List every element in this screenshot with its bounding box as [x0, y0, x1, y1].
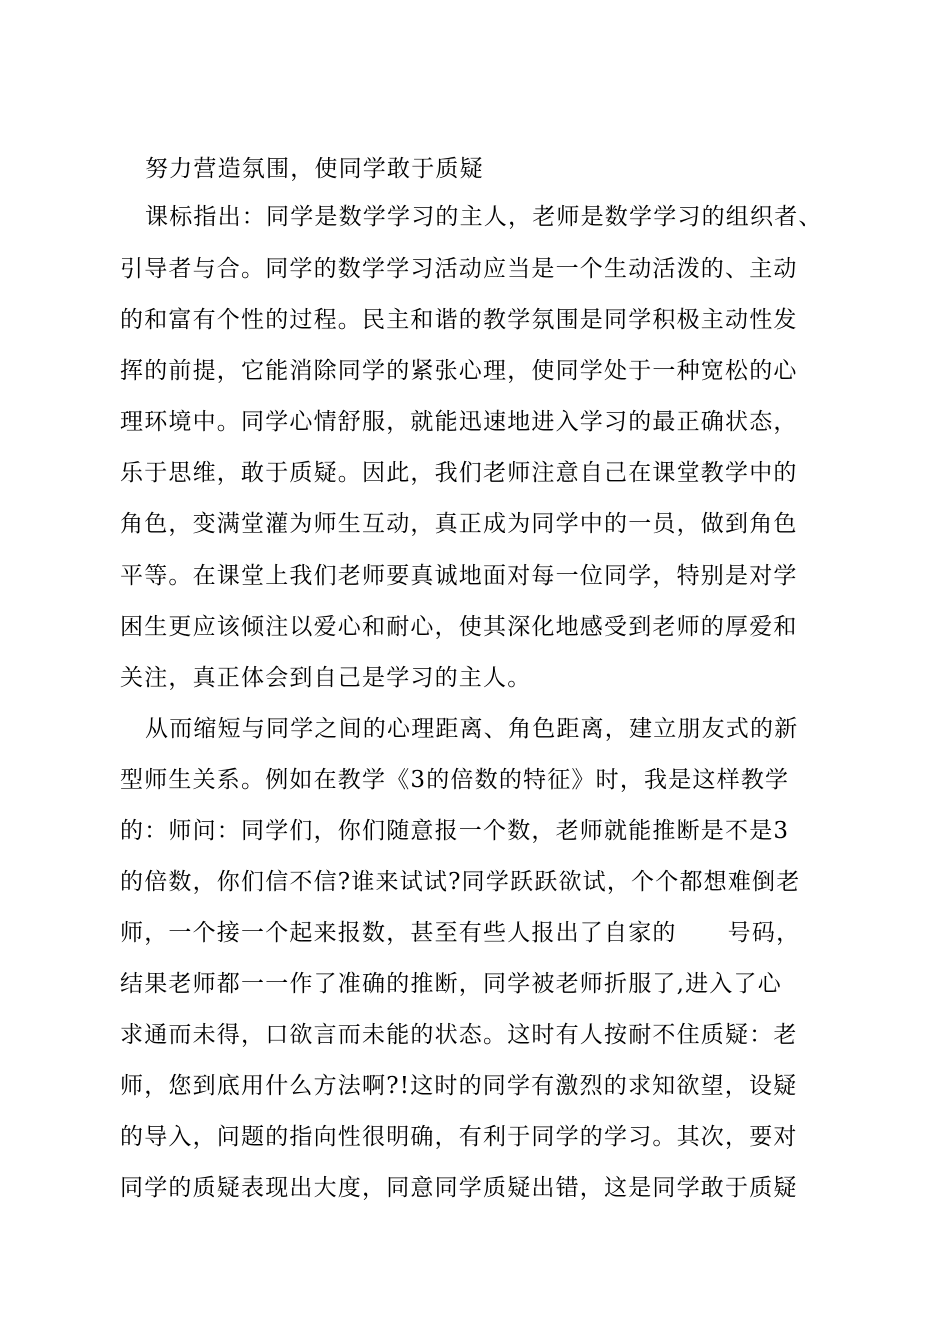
paragraph-line: 引导者与合。同学的数学学习活动应当是一个生动活泼的、主动	[120, 256, 798, 282]
paragraph-line: 型师生关系。例如在教学《3的倍数的特征》时，我是这样教学	[120, 767, 790, 793]
paragraph-line: 求通而未得，口欲言而未能的状态。这时有人按耐不住质疑：老	[120, 1022, 798, 1048]
paragraph-line: 乐于思维，敢于质疑。因此，我们老师注意自己在课堂教学中的	[120, 460, 798, 486]
paragraph-line: 结果老师都一一作了准确的推断，同学被老师折服了,进入了心	[120, 971, 782, 997]
paragraph-line: 的和富有个性的过程。民主和谐的教学氛围是同学积极主动性发	[120, 307, 798, 333]
paragraph-line: 平等。在课堂上我们老师要真诚地面对每一位同学，特别是对学	[120, 563, 798, 589]
paragraph-line: 的：师问：同学们，你们随意报一个数，老师就能推断是不是3	[120, 818, 790, 844]
paragraph-line: 理环境中。同学心情舒服，就能迅速地进入学习的最正确状态，	[120, 409, 798, 435]
paragraph-line: 角色，变满堂灌为师生互动，真正成为同学中的一员，做到角色	[120, 511, 798, 537]
paragraph-line: 从而缩短与同学之间的心理距离、角色距离，建立朋友式的新	[145, 716, 799, 742]
paragraph-line: 困生更应该倾注以爱心和耐心，使其深化地感受到老师的厚爱和	[120, 614, 798, 640]
paragraph-line: 的导入，问题的指向性很明确，有利于同学的学习。其次，要对	[120, 1124, 798, 1150]
paragraph-line: 同学的质疑表现出大度，同意同学质疑出错，这是同学敢于质疑	[120, 1175, 798, 1201]
section-heading: 努力营造氛围，使同学敢于质疑	[145, 156, 484, 182]
paragraph-line: 师，一个接一个起来报数，甚至有些人报出了自家的 号码，	[120, 920, 801, 946]
paragraph-line: 师，您到底用什么方法啊?!这时的同学有激烈的求知欲望，设疑	[120, 1073, 798, 1099]
paragraph-line: 关注，真正体会到自己是学习的主人。	[120, 665, 532, 691]
paragraph-line: 课标指出：同学是数学学习的主人，老师是数学学习的组织者、	[145, 204, 823, 230]
paragraph-line: 的倍数，你们信不信?谁来试试?同学跃跃欲试，个个都想难倒老	[120, 869, 801, 895]
paragraph-line: 挥的前提，它能消除同学的紧张心理，使同学处于一种宽松的心	[120, 358, 798, 384]
